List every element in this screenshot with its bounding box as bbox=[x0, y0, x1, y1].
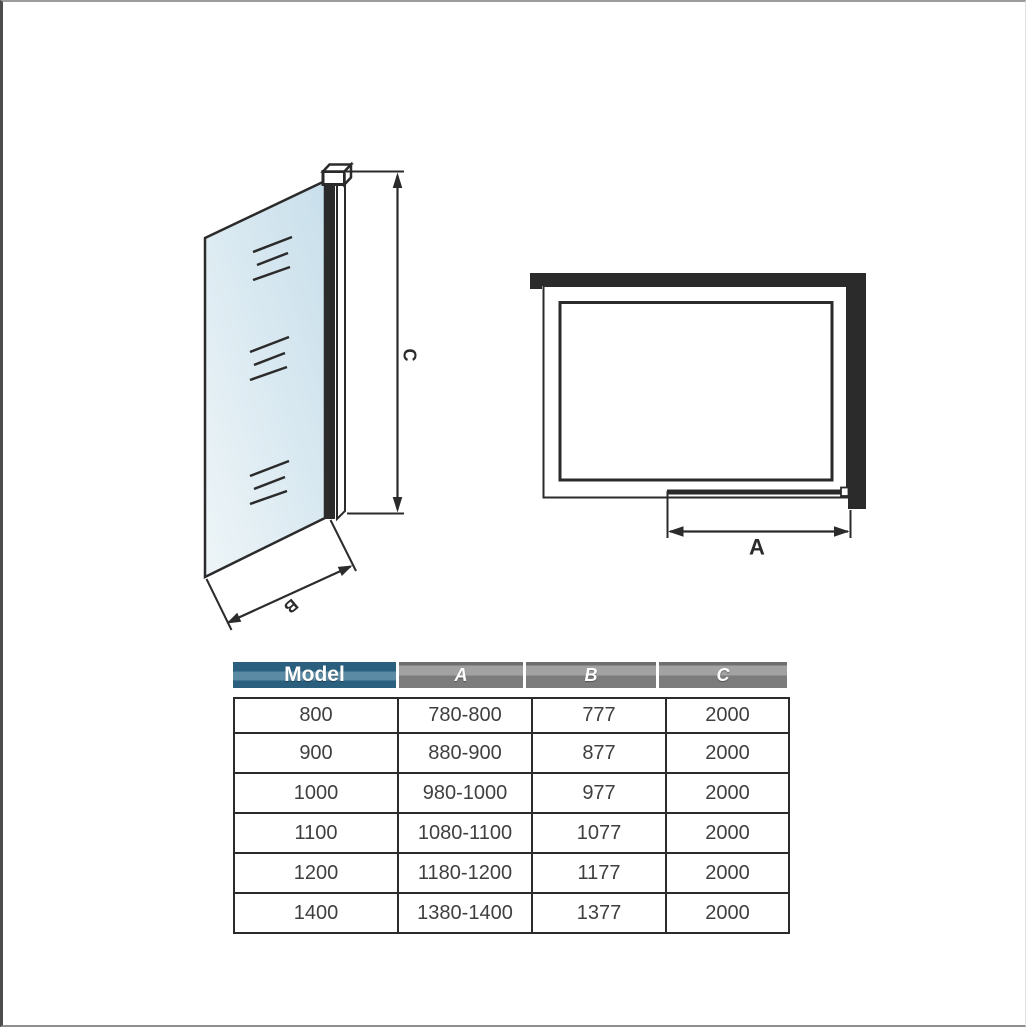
table-row bbox=[234, 773, 789, 813]
dimension-a-label: A bbox=[749, 534, 765, 560]
cell-model: 1000 bbox=[234, 773, 398, 813]
top-view-diagram bbox=[530, 273, 866, 560]
cell-b: 1377 bbox=[532, 893, 666, 933]
cell-model: 800 bbox=[234, 698, 398, 733]
cell-a: 1180-1200 bbox=[398, 853, 532, 893]
table-header-a: A bbox=[399, 662, 523, 688]
wall-profile-front bbox=[325, 182, 335, 519]
arrowhead-right bbox=[338, 566, 353, 577]
size-table bbox=[233, 662, 788, 934]
wall-right bbox=[848, 273, 866, 509]
wall-bracket bbox=[841, 488, 849, 497]
table-row bbox=[234, 733, 789, 773]
cell-c: 2000 bbox=[666, 773, 789, 813]
cell-a: 1080-1100 bbox=[398, 813, 532, 853]
cell-model: 1400 bbox=[234, 893, 398, 933]
side-view-diagram bbox=[205, 165, 420, 631]
cell-b: 877 bbox=[532, 733, 666, 773]
dimension-a bbox=[668, 491, 851, 560]
glass-panel-plan bbox=[667, 490, 841, 495]
cell-b: 777 bbox=[532, 698, 666, 733]
cell-model: 1100 bbox=[234, 813, 398, 853]
table-header-b: B bbox=[526, 662, 656, 688]
cell-model: 1200 bbox=[234, 853, 398, 893]
wall-profile-side bbox=[337, 183, 345, 519]
table-row bbox=[234, 893, 789, 933]
cell-a: 1380-1400 bbox=[398, 893, 532, 933]
cell-c: 2000 bbox=[666, 893, 789, 933]
arrowhead-up bbox=[393, 173, 403, 189]
cell-a: 880-900 bbox=[398, 733, 532, 773]
size-table-header bbox=[233, 662, 788, 688]
arrowhead-down bbox=[393, 497, 403, 513]
dimension-c-label: C bbox=[399, 348, 420, 362]
cell-c: 2000 bbox=[666, 813, 789, 853]
shower-tray-inner bbox=[560, 303, 832, 481]
cell-b: 1177 bbox=[532, 853, 666, 893]
wall-top bbox=[530, 273, 866, 286]
arrowhead-left bbox=[668, 526, 684, 536]
table-row bbox=[234, 813, 789, 853]
glass-panel bbox=[205, 181, 325, 577]
table-header-c: C bbox=[659, 662, 787, 688]
dimension-c bbox=[346, 172, 420, 514]
cell-c: 2000 bbox=[666, 698, 789, 733]
cell-b: 977 bbox=[532, 773, 666, 813]
profile-top-cap bbox=[323, 165, 351, 185]
arrowhead-right bbox=[834, 526, 850, 536]
cell-c: 2000 bbox=[666, 853, 789, 893]
cell-a: 780-800 bbox=[398, 698, 532, 733]
cell-b: 1077 bbox=[532, 813, 666, 853]
table-header-model: Model bbox=[233, 662, 396, 688]
cell-a: 980-1000 bbox=[398, 773, 532, 813]
table-row bbox=[234, 698, 789, 733]
wall-top-step bbox=[530, 286, 542, 289]
size-table-body bbox=[233, 697, 790, 934]
cell-c: 2000 bbox=[666, 733, 789, 773]
table-row bbox=[234, 853, 789, 893]
dimension-b-label: B bbox=[280, 594, 302, 618]
arrowhead-left bbox=[227, 613, 242, 624]
cell-model: 900 bbox=[234, 733, 398, 773]
